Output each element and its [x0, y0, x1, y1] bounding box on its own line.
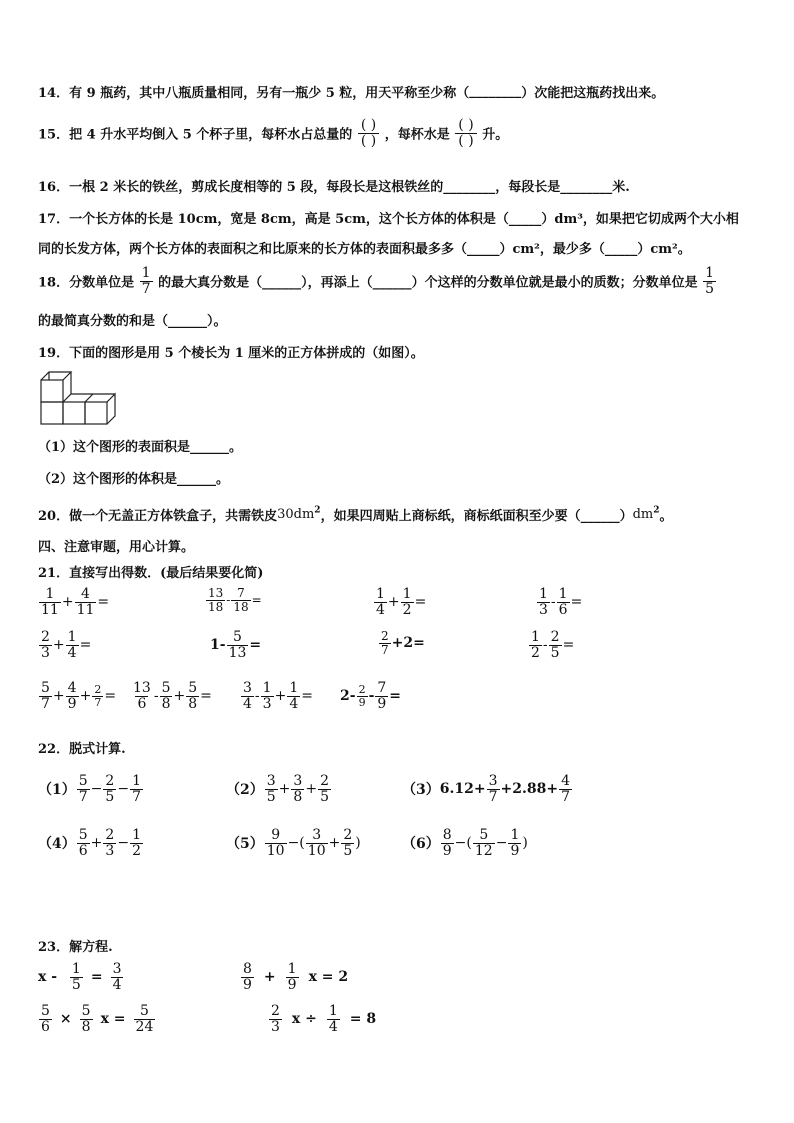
question-19-sub1: （1）这个图形的表面积是______。 [38, 440, 243, 455]
equation-3: $\frac{5}{6}$ × $\frac{5}{8}$ x = $\frac{5}{24}$ [41, 1003, 154, 1035]
calc-item: $\frac{1}{4}$ + $\frac{1}{2}$ = [376, 586, 427, 618]
question-14: 14．有 9 瓶药，其中八瓶质量相同，另有一瓶少 5 粒，用天平称至少称（________）次能把这瓶药找出来。 [38, 84, 665, 101]
expression-4: （4） $\frac{5}{6}$ + $\frac{2}{3}$ − $\frac{1}{2}$ [38, 827, 141, 859]
fraction: $\frac{1}{7}$ [141, 265, 151, 297]
calc-item: $\frac{2}{3}$ + $\frac{1}{4}$ = [41, 629, 92, 661]
question-21-title: 21．直接写出得数．(最后结果要化简) [38, 566, 264, 581]
question-18-line2: 的最简真分数的和是（______）。 [38, 314, 227, 329]
question-20: 20．做一个无盖正方体铁盒子，共需铁皮$30dm^2$，如果四周贴上商标纸，商标纸面积至少要$(\_\_\_\_\_\_)dm^2$。 [38, 505, 673, 524]
calc-item: $\frac{13}{6}$ - $\frac{5}{8}$ + $\frac{5}{8}$ = [133, 680, 212, 712]
expression-5: （5） $\frac{9}{10}$ −( $\frac{3}{10}$ + $\frac{2}{5}$ ) [226, 827, 361, 859]
fraction: $\frac{1}{5}$ [705, 265, 715, 297]
question-23-title: 23．解方程. [38, 940, 113, 955]
calc-item: $\frac{1}{11}$ + $\frac{4}{11}$ = [41, 586, 110, 618]
calc-item: 1- $\frac{5}{13}$ = [210, 629, 262, 661]
section-heading: 四、注意审题，用心计算。 [38, 540, 195, 555]
answer-blank[interactable]: ________ [469, 84, 522, 99]
question-16: 16．一根 2 米长的铁丝，剪成长度相等的 5 段，每段长是这根铁丝的________，每段长是________米. [38, 180, 630, 195]
expression-2: （2） $\frac{3}{5}$ + $\frac{3}{8}$ + $\frac{2}{5}$ [226, 773, 329, 805]
question-15: 15．把 4 升水平均倒入 5 个杯子里，每杯水占总量的 $\frac{( )}{( )}$ ，每杯水是 $\frac{( )}{( )}$ 升。 [38, 117, 509, 149]
question-19-sub2: （2）这个图形的体积是______。 [38, 472, 230, 487]
calc-item: $\frac{2}{7}$ +2= [381, 629, 425, 657]
cube-figure [40, 370, 120, 426]
expression-6: （6） $\frac{8}{9}$ −( $\frac{5}{12}$ − $\frac{1}{9}$ ) [402, 827, 528, 859]
question-19: 19．下面的图形是用 5 个棱长为 1 厘米的正方体拼成的（如图）。 [38, 346, 424, 361]
question-17-line2: 同的长发方体，两个长方体的表面积之和比原来的长方体的表面积最多多（_____）cm²，最少多（_____）cm²。 [38, 242, 691, 257]
calc-item: $\frac{13}{18}$ - $\frac{7}{18}$ = [208, 586, 262, 614]
calc-item: $\frac{5}{7}$ + $\frac{4}{9}$ + $\frac{2}{7}$ = [41, 680, 117, 712]
calc-item: 2- $\frac{2}{9}$ - $\frac{7}{9}$ = [340, 680, 402, 712]
answer-fraction-blank[interactable]: $\frac{( )}{( )}$ [358, 118, 379, 148]
calc-item: $\frac{1}{3}$ - $\frac{1}{6}$ = [539, 586, 583, 618]
calc-item: $\frac{3}{4}$ - $\frac{1}{3}$ + $\frac{1}{4}$ = [243, 680, 313, 712]
expression-1: （1） $\frac{5}{7}$ − $\frac{2}{5}$ − $\frac{1}{7}$ [38, 773, 141, 805]
question-17-line1: 17．一个长方体的长是 10cm，宽是 8cm，高是 5cm，这个长方体的体积是（_____）dm³，如果把它切成两个大小相 [38, 212, 739, 227]
expression-3: （3）6.12+ $\frac{3}{7}$ +2.88+ $\frac{4}{7}$ [402, 773, 570, 805]
equation-1: x - $\frac{1}{5}$ = $\frac{3}{4}$ [38, 961, 122, 993]
question-22-title: 22．脱式计算. [38, 742, 126, 757]
equation-4: $\frac{2}{3}$ x ÷ $\frac{1}{4}$ = 8 [271, 1003, 377, 1035]
answer-fraction-blank[interactable]: $\frac{( )}{( )}$ [455, 118, 476, 148]
calc-item: $\frac{1}{2}$ - $\frac{2}{5}$ = [531, 629, 575, 661]
question-18: 18．分数单位是 $\frac{1}{7}$ 的最大真分数是（______），再添上（______）个这样的分数单位就是最小的质数；分数单位是 $\frac{1}{5}$ [38, 265, 715, 297]
equation-2: $\frac{8}{9}$ + $\frac{1}{9}$ x = 2 [243, 961, 349, 993]
